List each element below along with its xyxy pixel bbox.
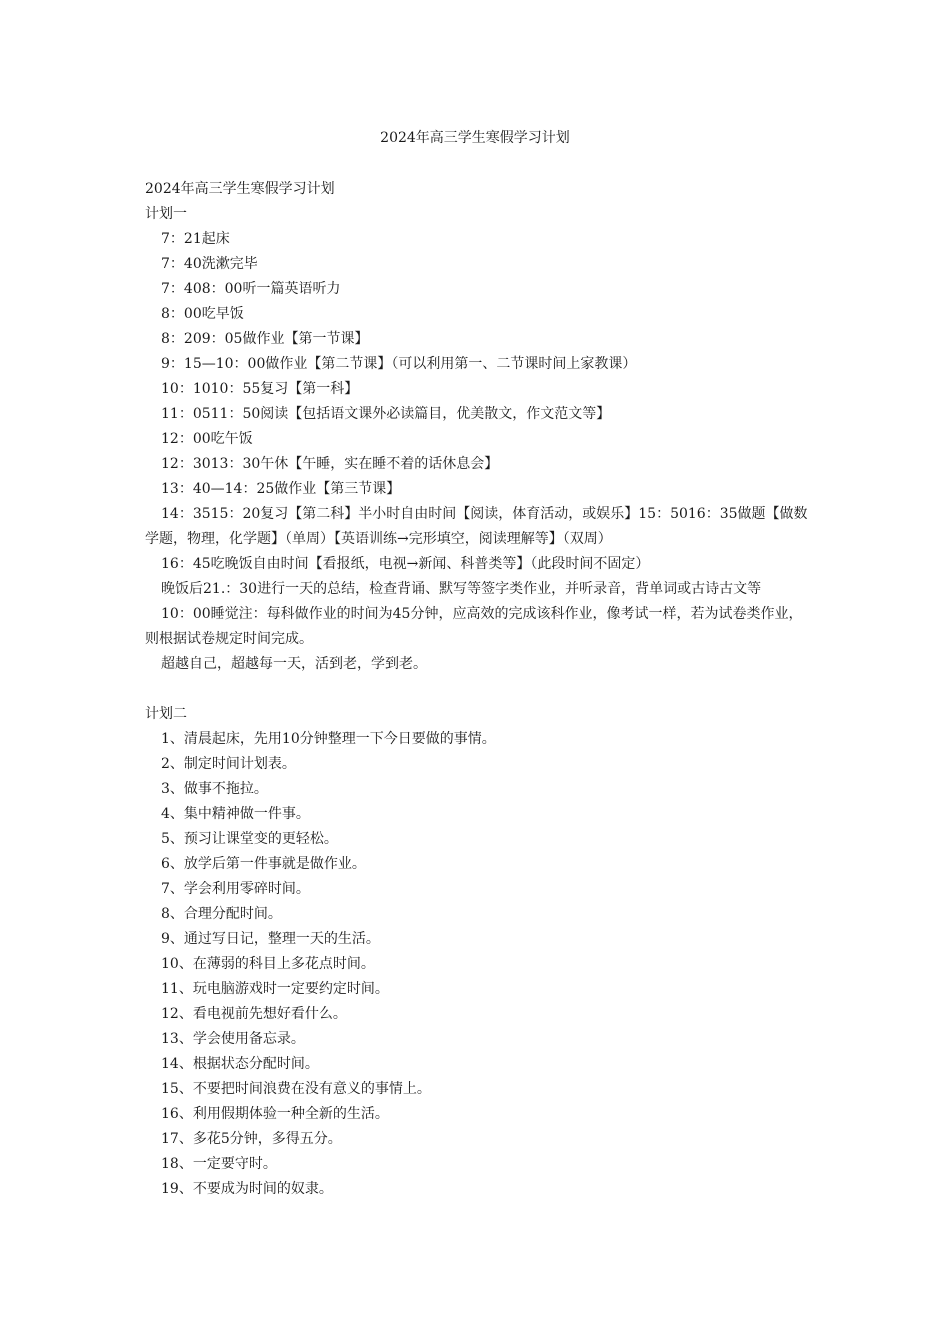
plan2-item: 19、不要成为时间的奴隶。 — [161, 1181, 333, 1197]
plan2-item: 3、做事不拖拉。 — [161, 781, 268, 797]
plan2-item: 14、根据状态分配时间。 — [161, 1056, 319, 1072]
plan2-item: 11、玩电脑游戏时一定要约定时间。 — [161, 981, 389, 997]
document-body — [145, 177, 810, 1202]
plan2-label: 计划二 — [145, 706, 187, 722]
plan2-item: 18、一定要守时。 — [161, 1156, 277, 1172]
plan2-item: 12、看电视前先想好看什么。 — [161, 1006, 347, 1022]
plan1-line: 12：00吃午饭 — [161, 431, 253, 447]
plan1-line: 7：40洗漱完毕 — [161, 256, 258, 272]
plan2-item: 13、学会使用备忘录。 — [161, 1031, 305, 1047]
plan2-item: 7、学会利用零碎时间。 — [161, 881, 310, 897]
plan1-line: 13：40—14：25做作业【第三节课】 — [161, 481, 401, 497]
plan1-line: 8：00吃早饭 — [161, 306, 244, 322]
plan2-item: 15、不要把时间浪费在没有意义的事情上。 — [161, 1081, 431, 1097]
plan2-item: 10、在薄弱的科目上多花点时间。 — [161, 956, 375, 972]
plan2-item: 1、清晨起床，先用10分钟整理一下今日要做的事情。 — [161, 731, 496, 747]
plan1-line: 12：3013：30午休【午睡，实在睡不着的话休息会】 — [161, 456, 499, 472]
plan2-item: 4、集中精神做一件事。 — [161, 806, 310, 822]
plan1-line: 晚饭后21.：30进行一天的总结，检查背诵、默写等签字类作业，并听录音，背单词或古诗古文等 — [161, 581, 762, 597]
plan1-closing: 超越自己，超越每一天，活到老，学到老。 — [161, 656, 427, 672]
document-heading: 2024年高三学生寒假学习计划 — [145, 181, 335, 197]
plan1-label: 计划一 — [145, 206, 187, 222]
plan1-line: 11：0511：50阅读【包括语文课外必读篇目，优美散文，作文范文等】 — [161, 406, 611, 422]
plan2-item: 8、合理分配时间。 — [161, 906, 282, 922]
plan1-line: 14：3515：20复习【第二科】半小时自由时间【阅读，体育活动，或娱乐】15：5016：35做题【做数学题，物理，化学题】（单周）【英语训练→完形填空，阅读理解等】（双周） — [145, 506, 808, 547]
plan2-item: 5、预习让课堂变的更轻松。 — [161, 831, 338, 847]
plan1-line: 10：1010：55复习【第一科】 — [161, 381, 359, 397]
plan2-item: 17、多花5分钟，多得五分。 — [161, 1131, 342, 1147]
plan1-section — [145, 202, 810, 677]
section-spacer — [145, 677, 810, 702]
plan1-line: 7：21起床 — [161, 231, 230, 247]
plan1-line: 9：15—10：00做作业【第二节课】（可以利用第一、二节课时间上家教课） — [161, 356, 637, 372]
plan2-item: 9、通过写日记，整理一天的生活。 — [161, 931, 380, 947]
plan2-item: 6、放学后第一件事就是做作业。 — [161, 856, 366, 872]
plan2-item: 16、利用假期体验一种全新的生活。 — [161, 1106, 389, 1122]
plan2-section — [145, 702, 810, 1202]
plan1-line: 10：00睡觉注：每科做作业的时间为45分钟，应高效的完成该科作业，像考试一样，若为试卷类作业，则根据试卷规定时间完成。 — [145, 606, 803, 647]
plan1-line: 7：408：00听一篇英语听力 — [161, 281, 341, 297]
plan2-item: 2、制定时间计划表。 — [161, 756, 296, 772]
plan1-line: 8：209：05做作业【第一节课】 — [161, 331, 369, 347]
document-title: 2024年高三学生寒假学习计划 — [380, 130, 570, 146]
plan1-line: 16：45吃晚饭自由时间【看报纸，电视→新闻、科普类等】（此段时间不固定） — [161, 556, 650, 572]
